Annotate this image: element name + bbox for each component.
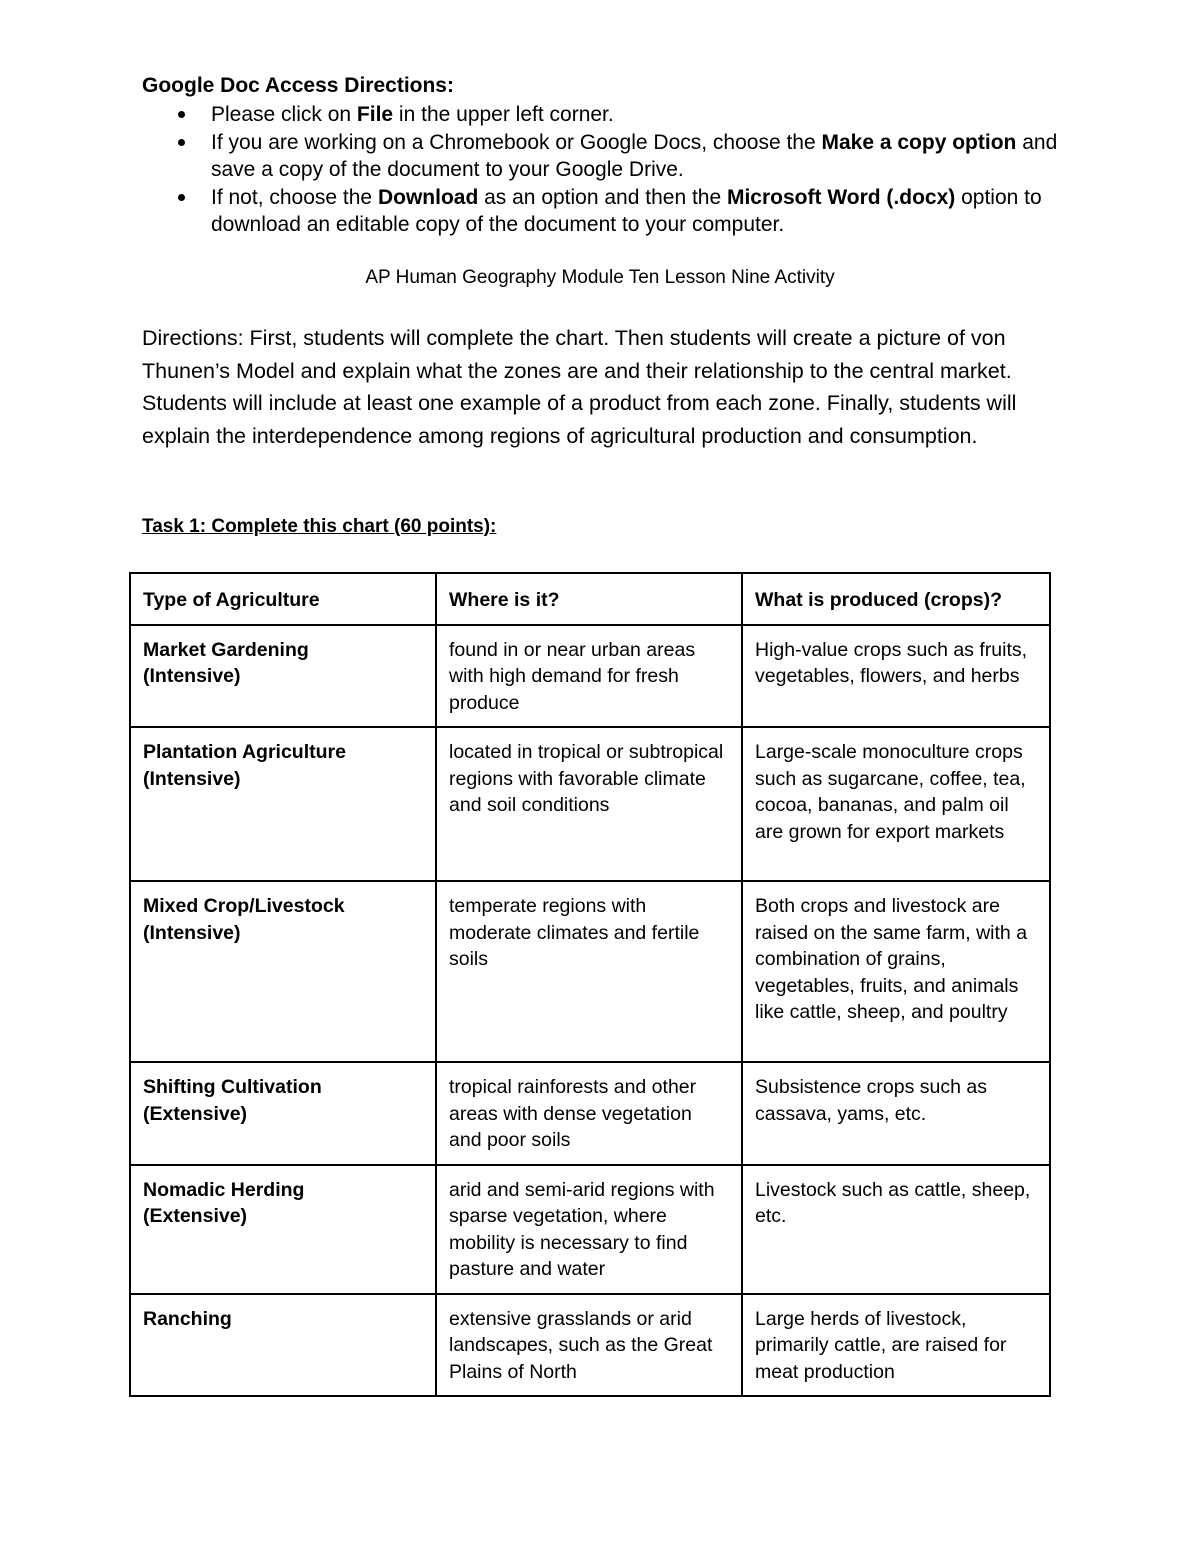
item-text: option to download an editable copy of the document to your computer. bbox=[211, 186, 1042, 236]
type-kind: (Extensive) bbox=[143, 1102, 248, 1125]
access-directions-title: Google Doc Access Directions: bbox=[142, 74, 454, 97]
agriculture-chart bbox=[129, 572, 1051, 1397]
where-cell: extensive grasslands or arid landscapes, such as the Great Plains of North bbox=[436, 1294, 742, 1397]
where-cell: located in tropical or subtropical regions with favorable climate and soil conditions bbox=[436, 727, 742, 881]
column-header-produced: What is produced (crops)? bbox=[742, 573, 1050, 625]
where-cell: tropical rainforests and other areas with dense vegetation and poor soils bbox=[436, 1062, 742, 1165]
type-name: Market Gardening bbox=[143, 638, 309, 661]
type-kind: (Intensive) bbox=[143, 665, 241, 687]
item-text: as an option and then the bbox=[478, 186, 727, 209]
produced-cell: Large herds of livestock, primarily cattle, are raised for meat production bbox=[742, 1294, 1050, 1397]
bullet-icon bbox=[178, 111, 185, 118]
type-cell bbox=[130, 1062, 436, 1165]
produced-cell: Both crops and livestock are raised on the same farm, with a combination of grains, vegetables, fruits, and animals like cattle, sheep, and poultry bbox=[742, 881, 1050, 1062]
where-cell: temperate regions with moderate climates and fertile soils bbox=[436, 881, 742, 1062]
table-row bbox=[130, 1165, 1050, 1294]
type-cell bbox=[130, 1165, 436, 1294]
item-bold-text: Make a copy option bbox=[821, 131, 1017, 154]
type-cell bbox=[130, 881, 436, 1062]
where-cell: found in or near urban areas with high demand for fresh produce bbox=[436, 625, 742, 728]
item-bold-text: Download bbox=[377, 186, 479, 209]
table-header-row bbox=[130, 573, 1050, 625]
type-cell bbox=[130, 625, 436, 728]
column-header-where: Where is it? bbox=[436, 573, 742, 625]
type-name: Plantation Agriculture bbox=[143, 741, 346, 763]
bullet-icon bbox=[178, 194, 185, 201]
document-title: AP Human Geography Module Ten Lesson Nine Activity bbox=[365, 267, 835, 288]
item-text: Please click on bbox=[211, 103, 357, 126]
table-row bbox=[130, 625, 1050, 728]
activity-directions: Directions: First, students will complete the chart. Then students will create a picture of von Thunen’s Model and explain what the zones are and their relationship to the central market. Students will include at least one example of a product from each zone. Finally, students will explain the interdependence among regions of agricultural production and consumption. bbox=[142, 326, 1017, 448]
access-directions bbox=[142, 72, 1062, 239]
list-item bbox=[142, 129, 1062, 183]
list-item bbox=[142, 101, 1062, 128]
type-kind: (Intensive) bbox=[143, 921, 241, 944]
produced-cell: High-value crops such as fruits, vegetables, flowers, and herbs bbox=[742, 625, 1050, 728]
produced-cell: Large-scale monoculture crops such as sugarcane, coffee, tea, cocoa, bananas, and palm oil are grown for export markets bbox=[742, 727, 1050, 881]
list-item bbox=[142, 184, 1062, 238]
item-text: and save a copy of the document to your Google Drive. bbox=[211, 131, 1058, 181]
table-row bbox=[130, 1294, 1050, 1397]
table-row bbox=[130, 881, 1050, 1062]
type-name: Nomadic Herding bbox=[143, 1178, 305, 1201]
item-text: in the upper left corner. bbox=[393, 103, 614, 126]
item-bold-text: File bbox=[356, 103, 394, 126]
type-name: Ranching bbox=[143, 1307, 232, 1330]
item-text: If not, choose the bbox=[211, 186, 378, 209]
table-row bbox=[130, 1062, 1050, 1165]
bullet-icon bbox=[178, 139, 185, 146]
type-kind: (Extensive) bbox=[143, 1205, 248, 1227]
type-name: Mixed Crop/Livestock bbox=[143, 895, 345, 917]
column-header-type: Type of Agriculture bbox=[130, 573, 436, 625]
produced-cell: Livestock such as cattle, sheep, etc. bbox=[742, 1165, 1050, 1294]
access-directions-list bbox=[142, 101, 1062, 238]
where-cell: arid and semi-arid regions with sparse vegetation, where mobility is necessary to find pasture and water bbox=[436, 1165, 742, 1294]
item-bold-text: Microsoft Word (.docx) bbox=[726, 186, 956, 209]
type-kind: (Intensive) bbox=[143, 767, 241, 790]
task-heading: Task 1: Complete this chart (60 points): bbox=[142, 516, 497, 537]
produced-cell: Subsistence crops such as cassava, yams, etc. bbox=[742, 1062, 1050, 1165]
type-cell bbox=[130, 1294, 436, 1397]
type-name: Shifting Cultivation bbox=[143, 1076, 322, 1098]
table-row bbox=[130, 727, 1050, 881]
type-cell bbox=[130, 727, 436, 881]
item-text: If you are working on a Chromebook or Google Docs, choose the bbox=[211, 131, 822, 154]
